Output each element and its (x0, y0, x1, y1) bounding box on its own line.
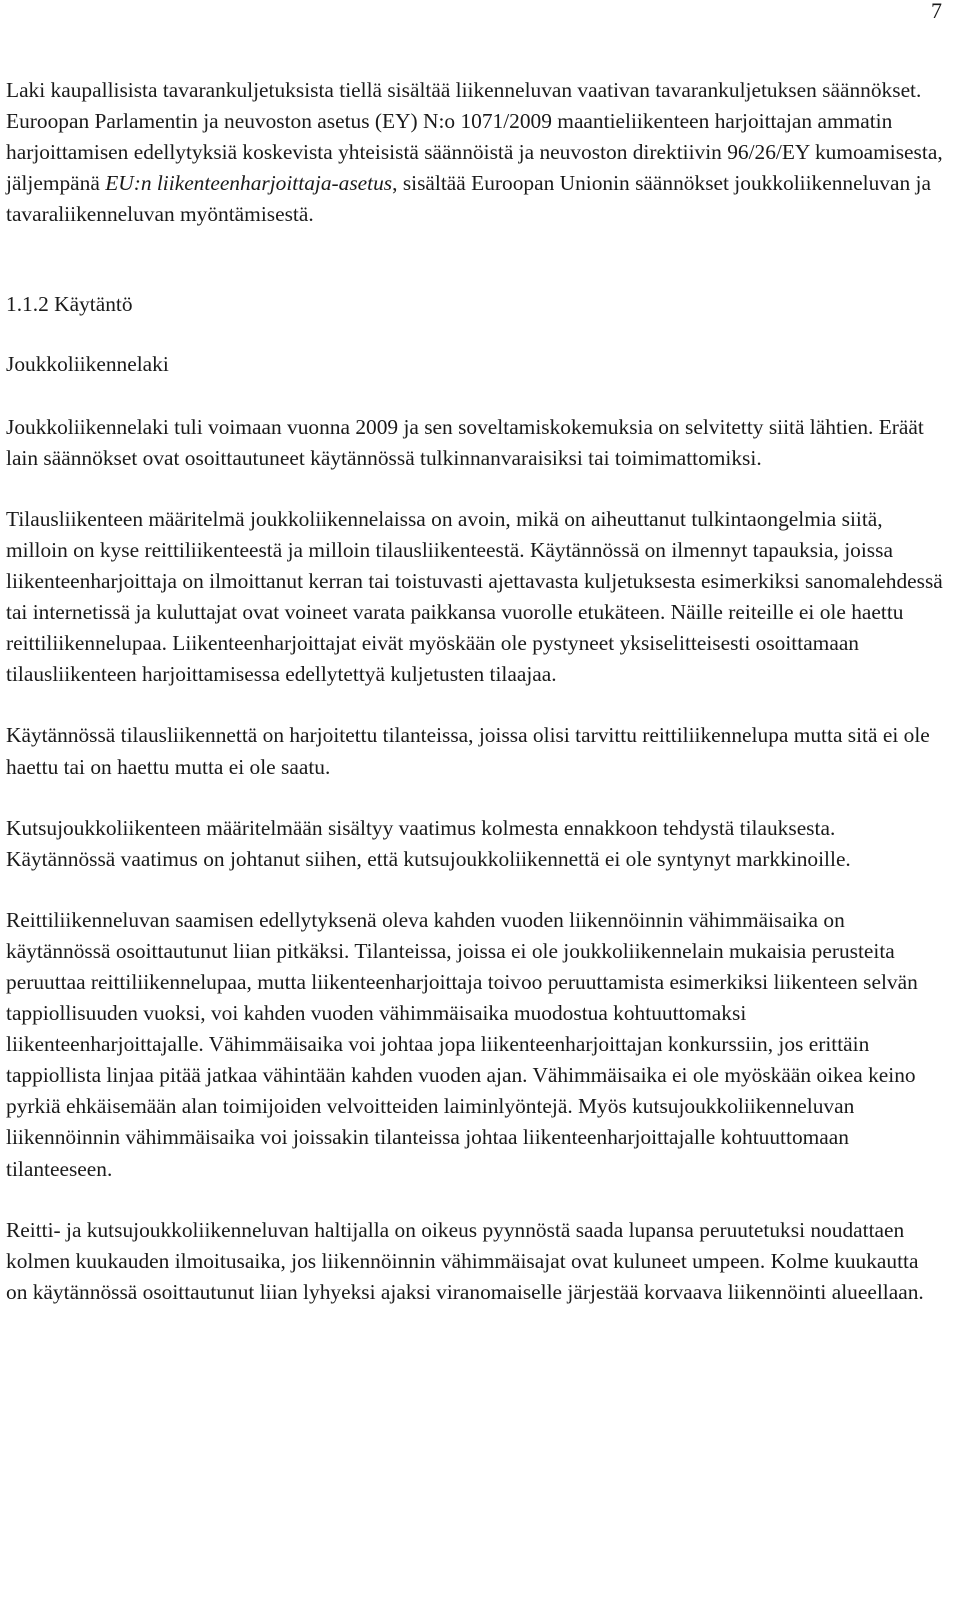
subheading: Joukkoliikennelaki (6, 351, 169, 376)
section-heading: 1.1.2 Käytäntö (6, 292, 133, 317)
paragraph: Reittiliikenneluvan saamisen edellytyksenä oleva kahden vuoden liikennöinnin vähimmäisaika on käytännössä osoittautunut liian pitkäksi. Tilanteissa, joissa ei ole joukkoliikennelain mukaisia perusteita peruuttaa reittiliikennelupaa, mutta liikenteenharjoittaja toivoo peruuttamista esimerkiksi liikenteen selvän tappiollisuuden vuoksi, voi kahden vuoden vähimmäisaika muodostua kohtuuttomaksi liikenteenharjoittajalle. Vähimmäisaika voi johtaa jopa liikenteenharjoittajan konkurssiin, jos erittäin tappiollista linjaa pitää jatkaa vähintään kahden vuoden ajan. Vähimmäisaika ei ole myöskään oikea keino pyrkiä ehkäisemään alan toimijoiden velvoitteiden laiminlyöntejä. Myös kutsujoukkoliikenneluvan liikennöinnin vähimmäisaika voi joissakin tilanteissa johtaa liikenteenharjoittajalle kohtuuttomaan tilanteeseen. (6, 907, 918, 1181)
intro-italic-term: EU:n liikenteenharjoittaja-asetus (105, 171, 393, 196)
intro-text-end: , sisältää Euroopan Unionin säännökset joukkoliikenneluvan ja tavaraliikenneluvan myöntämisestä. (6, 171, 931, 227)
document-body (6, 75, 944, 1308)
intro-paragraph (6, 75, 944, 230)
paragraph: Kutsujoukkoliikenteen määritelmään sisältyy vaatimus kolmesta ennakkoon tehdystä tilauksesta. Käytännössä vaatimus on johtanut siihen, että kutsujoukkoliikennettä ei ole syntynyt markkinoille. (6, 815, 851, 871)
paragraph: Reitti- ja kutsujoukkoliikenneluvan haltijalla on oikeus pyynnöstä saada lupansa peruutetuksi noudattaen kolmen kuukauden ilmoitusaika, jos liikennöinnin vähimmäisajat ovat kuluneet umpeen. Kolme kuukautta on käytännössä osoittautunut liian lyhyeksi ajaksi viranomaiselle järjestää korvaava liikennöinti alueellaan. (6, 1217, 924, 1304)
intro-text-start: Laki kaupallisista tavarankuljetuksista tiellä sisältää liikenneluvan vaativan tavarankuljetuksen säännökset. Euroopan Parlamentin ja neuvoston asetus (EY) N:o 1071/2009 maantieliikenteen harjoittajan ammatin harjoittamisen edellytyksiä koskevista yhteisistä säännöistä ja neuvoston direktiivin 96/26/EY kumoamisesta, jäljempänä (6, 78, 943, 196)
paragraph: Tilausliikenteen määritelmä joukkoliikennelaissa on avoin, mikä on aiheuttanut tulkintaongelmia siitä, milloin on kyse reittiliikenteestä ja milloin tilausliikenteestä. Käytännössä on ilmennyt tapauksia, joissa liikenteenharjoittaja on ilmoittanut kerran tai toistuvasti ajettavasta kuljetuksesta esimerkiksi sanomalehdessä tai internetissä ja kuluttajat ovat voineet varata paikkansa vuorolle etukäteen. Näille reiteille ei ole haettu reittiliikennelupaa. Liikenteenharjoittajat eivät myöskään ole pystyneet yksiselitteisesti osoittamaan tilausliikenteen harjoittamisessa edellytettyä kuljetusten tilaajaa. (6, 506, 943, 687)
paragraph: Joukkoliikennelaki tuli voimaan vuonna 2009 ja sen soveltamiskokemuksia on selvitetty siitä lähtien. Eräät lain säännökset ovat osoittautuneet käytännössä tulkinnanvaraisiksi tai toimimattomiksi. (6, 414, 924, 470)
page-number: 7 (931, 0, 942, 23)
paragraph: Käytännössä tilausliikennettä on harjoitettu tilanteissa, joissa olisi tarvittu reittiliikennelupa mutta sitä ei ole haettu tai on haettu mutta ei ole saatu. (6, 723, 930, 779)
